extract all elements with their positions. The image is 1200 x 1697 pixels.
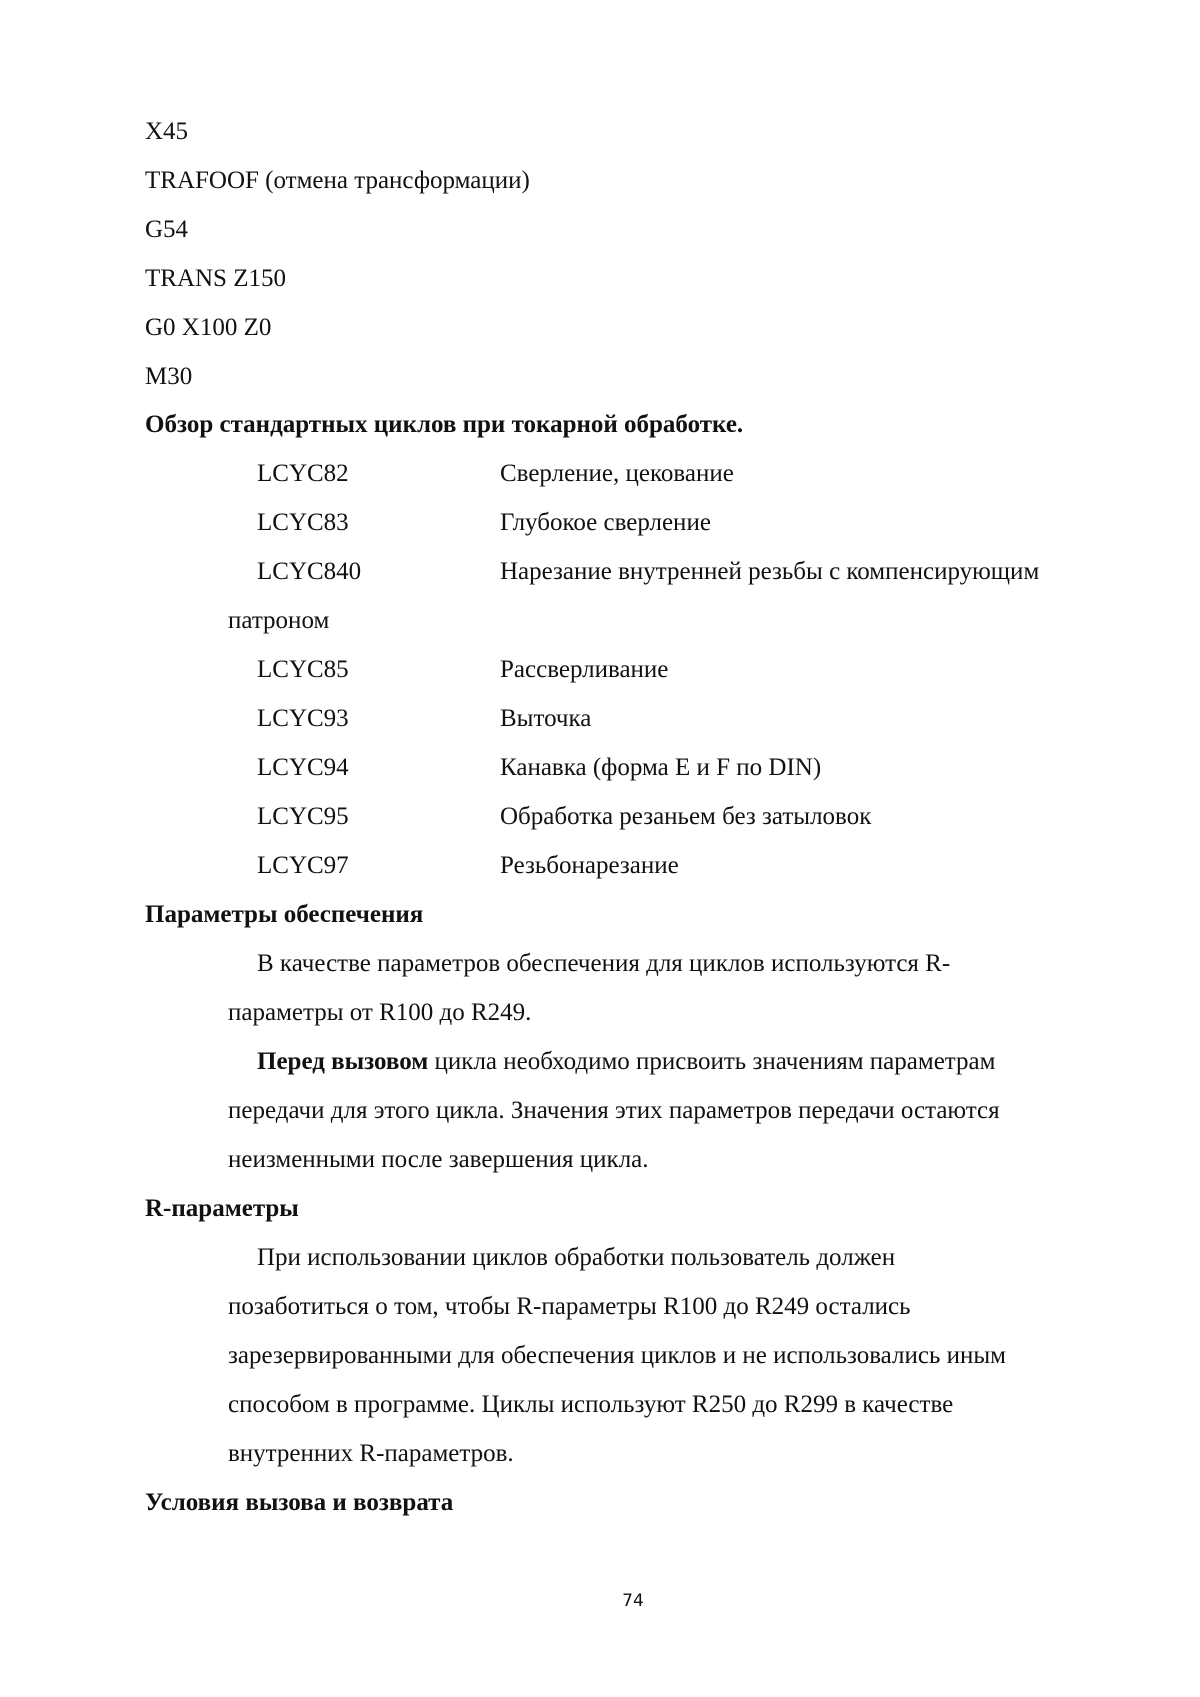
cycle-code: LCYC82	[257, 460, 349, 487]
code-line: M30	[145, 363, 193, 390]
paragraph-line	[257, 1047, 995, 1077]
cycle-description: Резьбонарезание	[500, 852, 679, 879]
conditions-heading: Условия вызова и возврата	[145, 1489, 454, 1516]
rparams-heading: R-параметры	[145, 1195, 299, 1222]
code-line: G0 X100 Z0	[145, 314, 272, 341]
cycle-code: LCYC93	[257, 705, 349, 732]
cycle-description: Обработка резаньем без затыловок	[500, 803, 872, 830]
overview-heading: Обзор стандартных циклов при токарной обработке.	[145, 411, 744, 438]
paragraph-line: В качестве параметров обеспечения для циклов используются R-	[257, 950, 951, 977]
paragraph-line: способом в программе. Циклы используют R250 до R299 в качестве	[228, 1391, 954, 1418]
code-line: G54	[145, 216, 189, 243]
cycle-code: LCYC97	[257, 852, 349, 879]
cycle-description: Сверление, цекование	[500, 460, 734, 487]
cycle-description: Выточка	[500, 705, 592, 732]
paragraph-line: При использовании циклов обработки пользователь должен	[257, 1244, 896, 1271]
cycle-description: Рассверливание	[500, 656, 669, 683]
paragraph-line: неизменными после завершения цикла.	[228, 1146, 649, 1173]
cycle-code: LCYC94	[257, 754, 349, 781]
cycle-code: LCYC95	[257, 803, 349, 830]
cycle-code: LCYC83	[257, 509, 349, 536]
emphasis-text: Перед вызовом	[257, 1048, 429, 1075]
code-line: X45	[145, 118, 189, 145]
paragraph-line: зарезервированными для обеспечения циклов и не использовались иным	[228, 1342, 1006, 1369]
params-heading: Параметры обеспечения	[145, 901, 424, 928]
cycle-description: Глубокое сверление	[500, 509, 711, 536]
code-line: TRANS Z150	[145, 265, 286, 292]
cycle-description: Канавка (форма E и F по DIN)	[500, 754, 822, 781]
paragraph-line: позаботиться о том, чтобы R-параметры R100 до R249 остались	[228, 1293, 911, 1320]
paragraph-line: внутренних R-параметров.	[228, 1440, 514, 1467]
code-line: TRAFOOF (отмена трансформации)	[145, 167, 530, 194]
cycle-description-continuation: патроном	[228, 607, 330, 634]
cycle-description: Нарезание внутренней резьбы с компенсирующим	[500, 558, 1040, 585]
cycle-code: LCYC85	[257, 656, 349, 683]
paragraph-line: параметры от R100 до R249.	[228, 999, 532, 1026]
cycle-code: LCYC840	[257, 558, 362, 585]
paragraph-line: передачи для этого цикла. Значения этих параметров передачи остаются	[228, 1097, 1000, 1124]
page-number: 74	[622, 1591, 644, 1611]
paragraph-text: цикла необходимо присвоить значениям параметрам	[428, 1048, 996, 1075]
